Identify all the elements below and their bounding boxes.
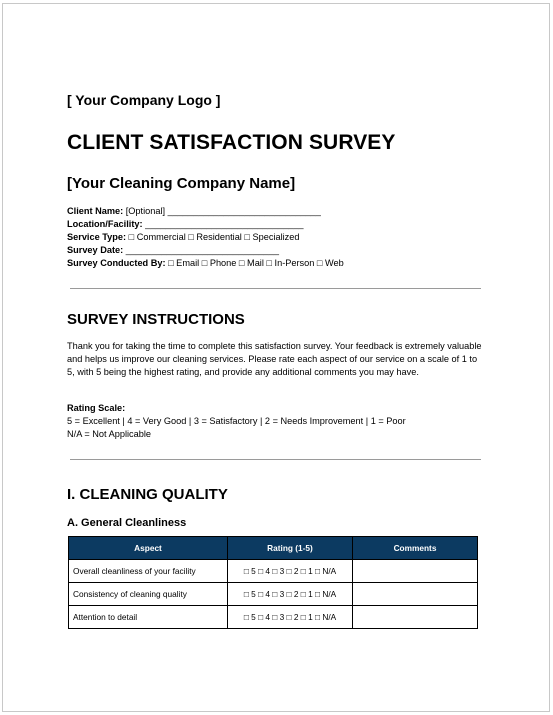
field-value: [Optional] ______________________________: [123, 206, 321, 216]
rating-options[interactable]: □ 5 □ 4 □ 3 □ 2 □ 1 □ N/A: [228, 583, 353, 606]
divider: [70, 288, 481, 289]
column-header-rating: Rating (1-5): [228, 537, 353, 560]
client-name-field: [67, 206, 321, 216]
field-label: Location/Facility:: [67, 219, 143, 229]
field-label: Survey Date:: [67, 245, 124, 255]
survey-title: CLIENT SATISFACTION SURVEY: [67, 131, 396, 154]
rating-scale-label: Rating Scale:: [67, 403, 126, 413]
company-name: [Your Cleaning Company Name]: [67, 175, 296, 192]
subsection-heading: A. General Cleanliness: [67, 517, 187, 529]
comments-cell[interactable]: [353, 560, 478, 583]
survey-date-field: [67, 245, 279, 255]
column-header-comments: Comments: [353, 537, 478, 560]
field-value: □ Commercial □ Residential □ Specialized: [126, 232, 300, 242]
aspect-cell: Attention to detail: [69, 606, 228, 629]
conducted-by-field: [67, 258, 344, 268]
cleanliness-table: [68, 536, 478, 629]
divider: [70, 459, 481, 460]
instructions-heading: SURVEY INSTRUCTIONS: [67, 311, 245, 328]
field-value: ______________________________: [123, 245, 280, 255]
field-label: Client Name:: [67, 206, 124, 216]
aspect-cell: Consistency of cleaning quality: [69, 583, 228, 606]
rating-scale-line: 5 = Excellent | 4 = Very Good | 3 = Satisfactory | 2 = Needs Improvement | 1 = Poor: [67, 416, 406, 426]
field-label: Survey Conducted By:: [67, 258, 166, 268]
location-field: [67, 219, 304, 229]
comments-cell[interactable]: [353, 583, 478, 606]
table-row: [69, 560, 478, 583]
table-row: [69, 583, 478, 606]
table-row: [69, 606, 478, 629]
rating-options[interactable]: □ 5 □ 4 □ 3 □ 2 □ 1 □ N/A: [228, 560, 353, 583]
field-value: _______________________________: [142, 219, 304, 229]
column-header-aspect: Aspect: [69, 537, 228, 560]
section-heading: I. CLEANING QUALITY: [67, 486, 228, 503]
table-header-row: [69, 537, 478, 560]
rating-scale-na: N/A = Not Applicable: [67, 429, 152, 439]
service-type-field: [67, 232, 300, 242]
rating-options[interactable]: □ 5 □ 4 □ 3 □ 2 □ 1 □ N/A: [228, 606, 353, 629]
field-value: □ Email □ Phone □ Mail □ In-Person □ Web: [165, 258, 344, 268]
instructions-text: Thank you for taking the time to complete this satisfaction survey. Your feedback is extremely valuable and helps us improve our cleaning services. Please rate each aspect of our service on a scale of 1 to 5, with 5 being the highest rating, and provide any additional comments you may have.: [67, 341, 482, 377]
comments-cell[interactable]: [353, 606, 478, 629]
company-logo-placeholder: [ Your Company Logo ]: [67, 92, 221, 108]
field-label: Service Type:: [67, 232, 127, 242]
aspect-cell: Overall cleanliness of your facility: [69, 560, 228, 583]
